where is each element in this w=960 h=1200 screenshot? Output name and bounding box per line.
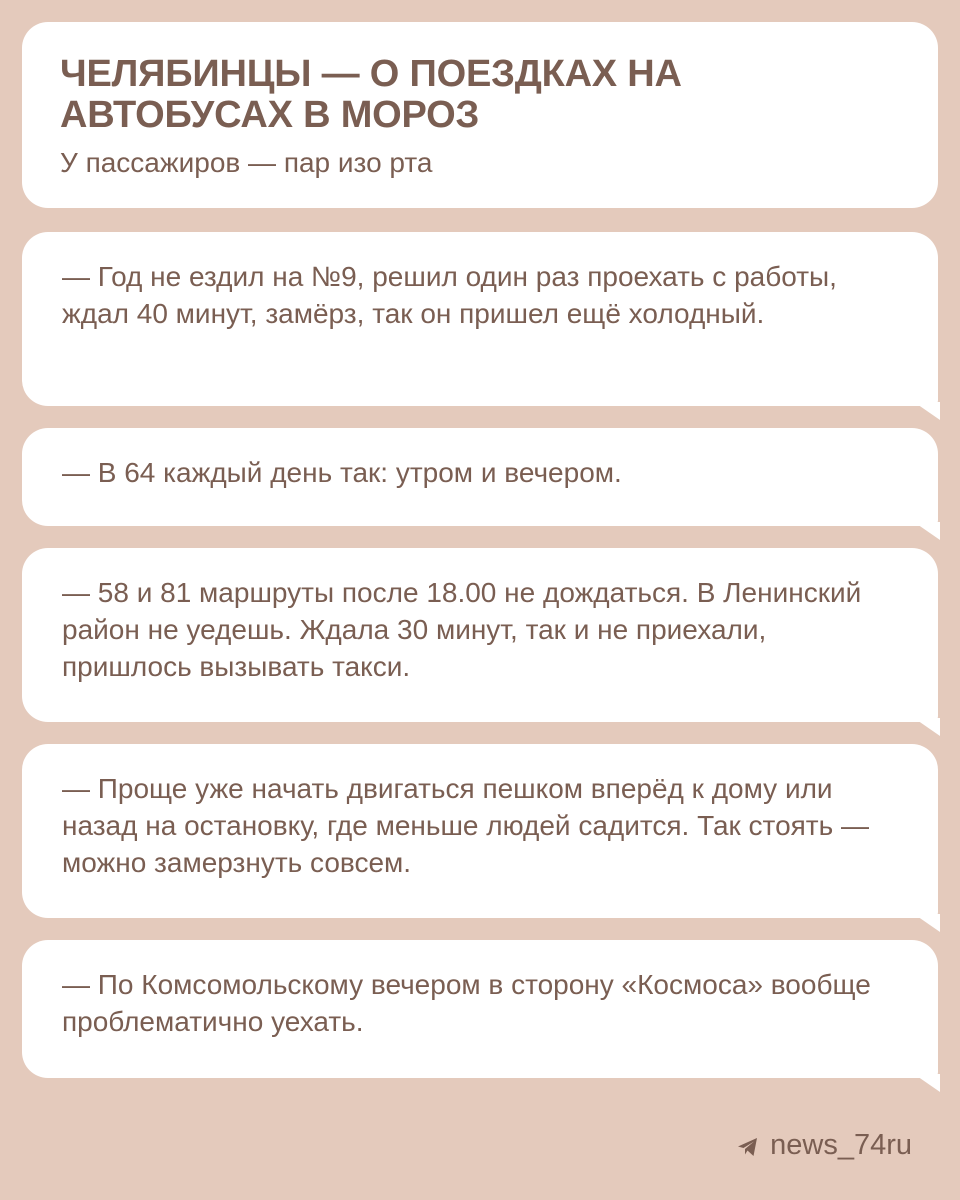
footer-handle-text: news_74ru — [770, 1129, 912, 1161]
quote-text: — По Комсомольскому вечером в сторону «Космоса» вообще проблематично уехать. — [62, 969, 871, 1037]
bubble-tail — [914, 914, 940, 932]
telegram-icon — [736, 1134, 760, 1158]
bubble-tail — [914, 1074, 940, 1092]
bubble-tail — [914, 522, 940, 540]
quote-text: — В 64 каждый день так: утром и вечером. — [62, 457, 622, 488]
quote-text: — 58 и 81 маршруты после 18.00 не дождаться. В Ленинский район не уедешь. Ждала 30 минут, так и не приехали, пришлось вызывать такси. — [62, 577, 862, 682]
quote-bubble — [22, 744, 938, 918]
bubble-tail — [914, 718, 940, 736]
footer-handle[interactable] — [736, 1129, 912, 1162]
page-subtitle: У пассажиров — пар изо рта — [60, 147, 433, 178]
quote-bubble — [22, 548, 938, 722]
page-title: ЧЕЛЯБИНЦЫ — О ПОЕЗДКАХ НА АВТОБУСАХ В МОРОЗ — [60, 53, 682, 136]
header-card — [22, 22, 938, 208]
quote-text: — Год не ездил на №9, решил один раз проехать с работы, ждал 40 минут, замёрз, так он пришел ещё холодный. — [62, 261, 837, 329]
quote-bubble — [22, 428, 938, 526]
quote-bubble — [22, 232, 938, 406]
bubble-tail — [914, 402, 940, 420]
quote-bubble — [22, 940, 938, 1078]
quote-text: — Проще уже начать двигаться пешком вперёд к дому или назад на остановку, где меньше людей садится. Так стоять — можно замерзнуть совсем. — [62, 773, 869, 878]
